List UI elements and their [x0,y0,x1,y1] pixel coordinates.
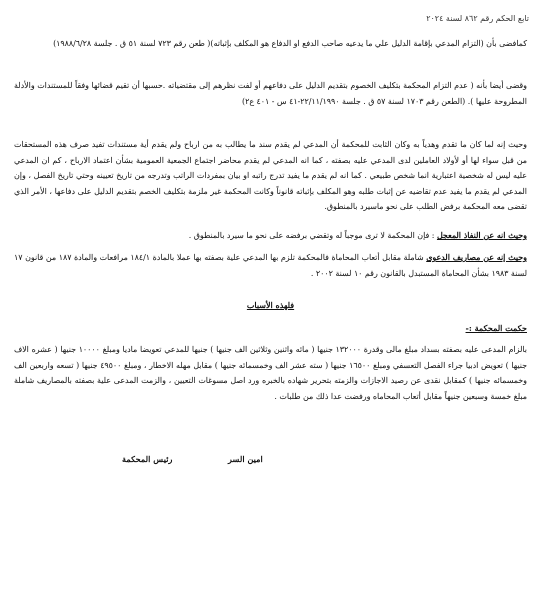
secretary-signature-label: امين السر [228,454,263,464]
execution-paragraph [14,228,527,244]
costs-text: شاملة مقابل أتعاب المحاماة فالمحكمة تلزم بها المدعي علية بصفته بها عملا بالمادة ١٨٤/١ مرافعات والمادة ١٨٧ من قانون ١٧ لسنة ١٩٨٣ بشأن المحاماة المستبدل بالقانون رقم ١٠ لسنة ٢٠٠٢ . [14,253,527,278]
reasoning-paragraph: وحيث إنه لما كان ما تقدم وهدياً به وكان الثابت للمحكمة أن المدعي لم يقدم سند ما يطالب به من ارباح ولم يقدم أية مستندات تفيد صرف هذه المستحقات من قبل سواء لها أو لأولاد العاملين لدى المدعي عليه بصفته ، كما انه المدعي لم يقدم محاضر اجتماع الجمعية العمومية بشأن اعتماد الارباح ، كم ان المدعي عليه ليس له شخصية اعتبارية انما شخص طبيعي . كما انه لم يقدم ما يفيد تدرج راتبه او بيان بمفردات الراتب وتدرجه من تاريخ تعيينه وحتي تاريخ الفصل ، وإن المدعي لم يقدم ما يفيد عدم تقاضيه عن إثبات طلبه وهو المكلف بإثباته قانوناً وكانت المحكمة غير ملزمة بتكليف الخصم بتقديم الدليل على دفاعها ، الأمر الذي تقضى معه المحكمة برفض الطلب على نحو ماسيرد بالمنطوق. [14,140,527,212]
citation-paragraph-1: كمافضى بأن (التزام المدعي بإقامة الدليل علي ما يدعيه صاحب الدفع او الدفاع هو المكلف بإثباته)( طعن رقم ٧٢٣ لسنة ٥١ ق . جلسة ١٩٨٨/٦/٢٨) [53,39,527,48]
ruling-heading: حكمت المحكمة :- [465,323,527,333]
execution-text: : فإن المحكمة لا ترى موجباً له وتقضي برفضه على نحو ما سيرد بالمنطوق . [188,231,435,240]
reasons-heading: فلهذه الأسباب [246,300,295,310]
costs-lead: وحيث إنه عن مصاريف الدعوى [426,253,527,262]
page-header: تابع الحكم رقم ٨٦٢ لسنة ٢٠٢٤ [426,14,529,23]
costs-paragraph [14,250,527,281]
president-signature-label: رئيس المحكمة [122,454,173,464]
ruling-paragraph: بالزام المدعى عليه بصفته بسداد مبلغ مالى وقدرة ١٣٢٠٠٠ جنيها ( مائه واثنين وثلاثين الف جنيها ) جنيها للمدعي تعويضا ماديا ومبلغ ١٠٠٠٠ جنيها ( عشره الاف جنيها ) تعويض ادبيا جراء الفصل التعسفي ومبلغ ١٦٥٠٠ جنيها ( سته عشر الف وخمسمائه جنيها ) مقابل مهله الاخطار ، ومبلغ ٤٩٥٠٠ جنيها ( تسعه واربعين الف وخمسمائه جنيها ) كمقابل نقدى عن رصيد الاجازات والزمته بتحرير شهاده بالخبره ورد اصل مسوغات التعيين ، والزمت المدعى علية بصفته بالمصاريف شاملة مبلغ خمسة وسبعين جنيهاً مقابل أتعاب المحاماه ورفضت عدا ذلك من طلبات . [14,345,527,401]
execution-lead: وحيث انه عن النفاذ المعجل [436,231,527,240]
citation-paragraph-2: وقضى أيضا بأنه ( عدم التزام المحكمة بتكليف الخصوم بتقديم الدليل على دفاعهم أو لفت نظرهم إلى مقتضياته .حسبها أن تقيم قضائها وفقاً للمستندات والأدلة المطروحة عليها ). (الطعن رقم ١٧٠٣ لسنة ٥٧ ق . جلسة ٢٢/١١/١٩٩٠-٤١ س - ٤٠١ ع٢) [14,81,527,106]
